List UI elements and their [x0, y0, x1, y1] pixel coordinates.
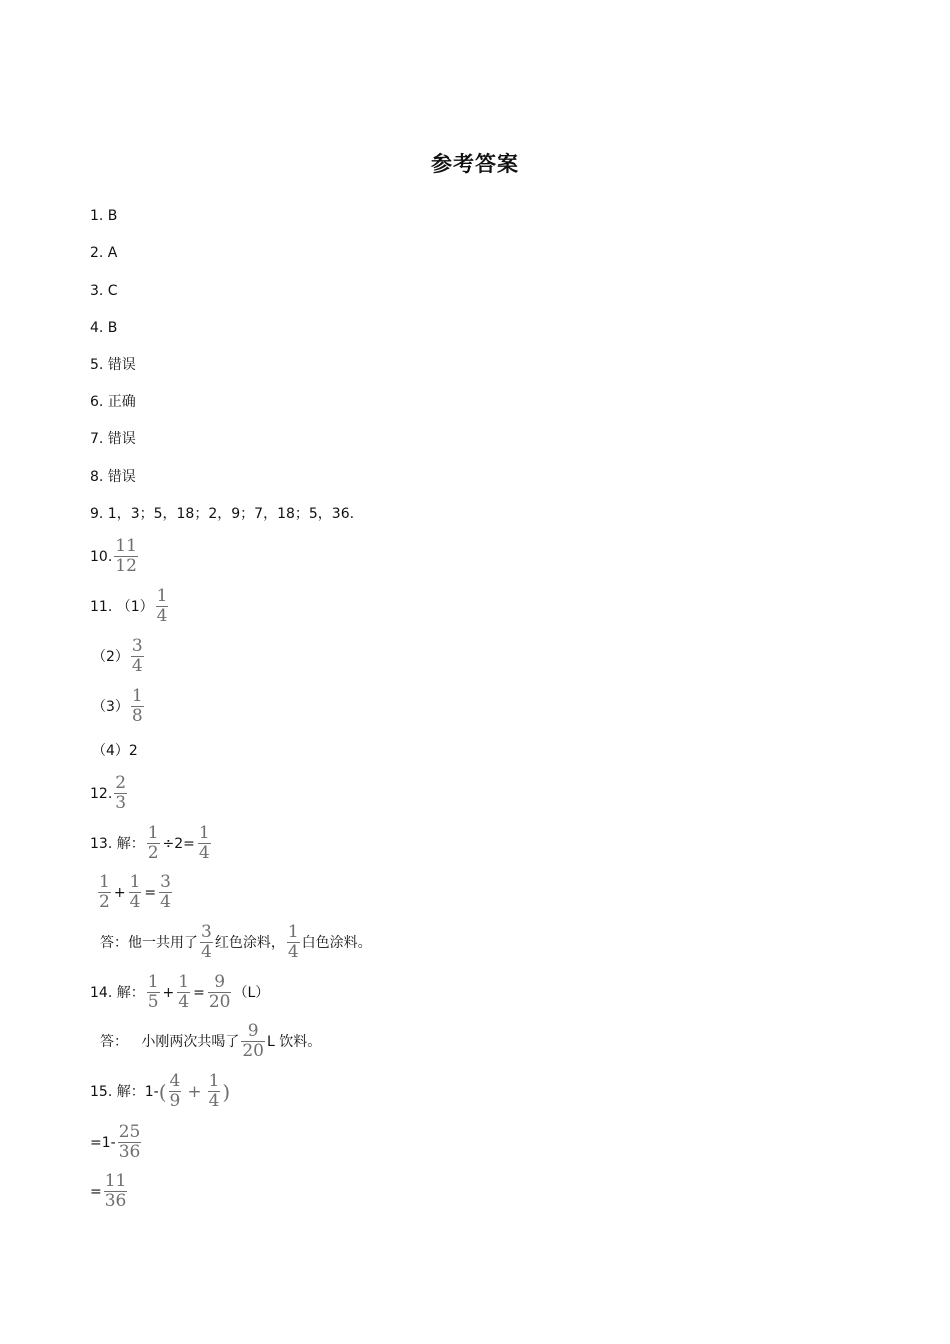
- fraction: $\frac{9}{20}$: [242, 1021, 264, 1061]
- operator: =: [144, 884, 157, 901]
- operator: +: [162, 984, 175, 1001]
- answer-11-part-3: [92, 688, 146, 725]
- open-paren: (: [158, 1079, 167, 1104]
- fraction: $\frac{3}{4}$: [160, 872, 171, 912]
- answer-text: 答： 小刚两次共喝了: [100, 1033, 240, 1050]
- answer-1: 1. B: [90, 208, 118, 224]
- unit-label: （L）: [233, 984, 270, 1001]
- close-paren: ): [222, 1079, 231, 1104]
- answer-12: [90, 775, 129, 812]
- fraction: $\frac{1}{2}$: [99, 872, 110, 912]
- answer-15: [90, 1073, 230, 1110]
- answer-2: 2. A: [90, 245, 118, 261]
- answer-8: 8. 错误: [90, 469, 136, 485]
- fraction: $\frac{3}{4}$: [201, 922, 212, 962]
- answer-6: 6. 正确: [90, 394, 136, 410]
- step-text: =1-: [90, 1134, 116, 1151]
- fraction: $\frac{4}{9}$: [169, 1071, 181, 1111]
- fraction: $\frac{1}{4}$: [287, 922, 299, 962]
- answer-3: 3. C: [90, 283, 118, 299]
- answer-label: 10.: [90, 548, 113, 565]
- answer-label: 15. 解：1-: [90, 1083, 159, 1100]
- answer-14-conclusion: [100, 1023, 321, 1060]
- answer-11-part-2: [92, 638, 146, 675]
- operator: ÷2=: [162, 835, 195, 852]
- fraction: $\frac{11}{12}$: [115, 536, 137, 576]
- fraction: $\frac{1}{4}$: [208, 1071, 220, 1111]
- fraction: $\frac{25}{36}$: [118, 1122, 141, 1162]
- operator: +: [187, 1081, 202, 1102]
- answer-9: 9. 1，3；5，18；2，9；7，18；5，36.: [90, 506, 355, 522]
- answer-text: 红色涂料，: [214, 934, 285, 951]
- answer-text: L 饮料。: [267, 1033, 322, 1050]
- answer-15-step-3: [90, 1173, 129, 1210]
- fraction: $\frac{1}{2}$: [147, 823, 159, 863]
- fraction: $\frac{1}{4}$: [178, 972, 190, 1012]
- answer-13-step-2: [96, 874, 174, 911]
- answer-13-conclusion: [100, 924, 372, 961]
- answer-15-step-2: [90, 1124, 143, 1161]
- answer-label: 12.: [90, 785, 113, 802]
- answer-text: 白色涂料。: [301, 934, 372, 951]
- fraction: $\frac{2}{3}$: [115, 773, 127, 813]
- fraction: $\frac{3}{4}$: [131, 636, 143, 676]
- answer-text: 答：他一共用了: [100, 934, 198, 951]
- answer-10: [90, 538, 140, 575]
- answer-4: 4. B: [90, 320, 118, 336]
- answer-label: 11. （1）: [90, 598, 154, 615]
- answer-11-part-4: （4）2: [92, 743, 138, 759]
- fraction: $\frac{1}{4}$: [129, 872, 141, 912]
- fraction: $\frac{1}{8}$: [131, 686, 143, 726]
- answer-label: 13. 解：: [90, 835, 145, 852]
- part-label: （2）: [92, 648, 129, 665]
- page-title: 参考答案: [431, 152, 519, 176]
- operator: =: [193, 984, 205, 1001]
- answer-13: [90, 825, 213, 862]
- answer-7: 7. 错误: [90, 431, 136, 447]
- answer-14: [90, 974, 269, 1011]
- fraction: $\frac{1}{4}$: [198, 823, 210, 863]
- operator: +: [113, 884, 126, 901]
- fraction: $\frac{1}{5}$: [147, 972, 159, 1012]
- answer-5: 5. 错误: [90, 357, 136, 373]
- part-label: （3）: [92, 698, 129, 715]
- answer-11: [90, 588, 170, 625]
- answer-label: 14. 解：: [90, 984, 145, 1001]
- fraction: $\frac{9}{20}$: [208, 972, 231, 1012]
- fraction: $\frac{11}{36}$: [104, 1171, 127, 1211]
- step-text: =: [90, 1183, 102, 1200]
- fraction: $\frac{1}{4}$: [156, 586, 168, 626]
